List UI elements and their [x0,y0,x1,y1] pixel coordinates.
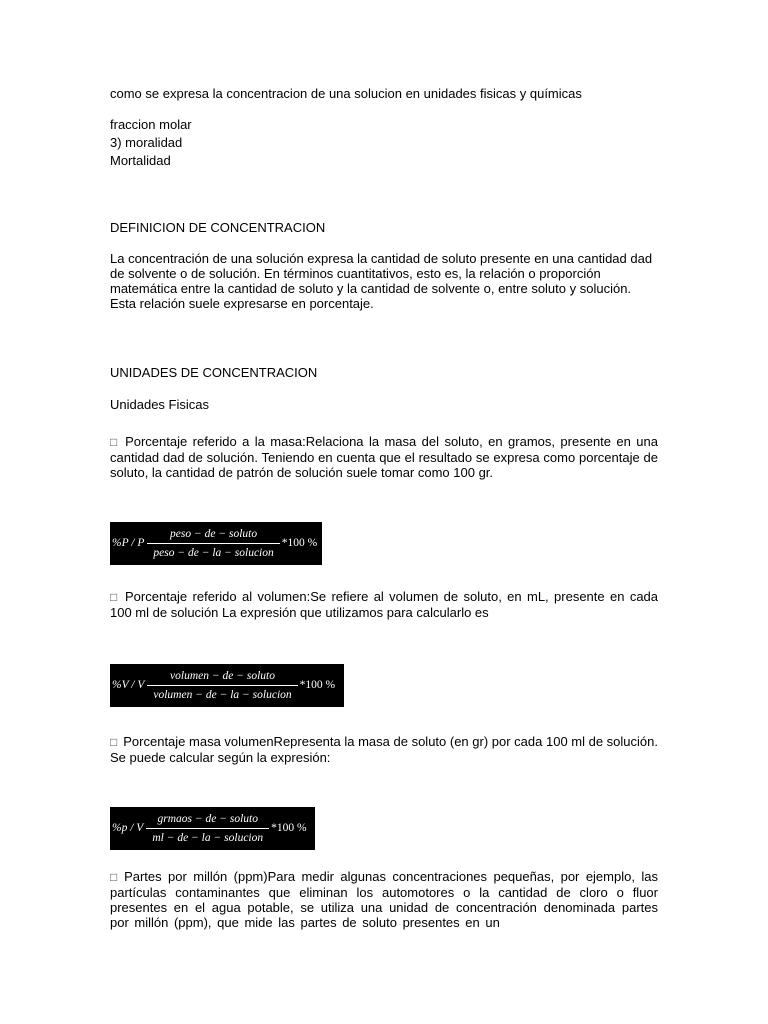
formula-denominator: volumen − de − la − solucion [147,685,297,703]
checkbox-bullet-icon: □ [110,735,118,749]
formula-lhs: %P / P [112,537,145,549]
formula-lhs: %V / V [112,679,145,691]
bullet-text: Porcentaje referido a la masa:Relaciona la masa del soluto, en gramos, presente en una cantidad dad de solución. Teniendo en cuenta que el resultado se expresa como porcentaje de soluto, la cantidad de patrón de solución suele tomar como 100 gr. [110,434,659,480]
formula-denominator: peso − de − la − solucion [147,543,279,561]
formula-numerator: grmaos − de − soluto [157,812,258,825]
formula-multiplier: *100 % [271,822,307,834]
units-heading: UNIDADES DE CONCENTRACION [110,365,318,380]
units-subheading: Unidades Fisicas [110,397,209,412]
bullet-item-ppm [110,869,658,930]
formula-lhs: %p / V [112,822,144,834]
answer-item: fraccion molar [110,117,192,132]
formula-multiplier: *100 % [299,679,336,691]
bullet-item-mass-volume [110,734,658,765]
formula-multiplier: *100 % [281,537,318,549]
formula-volume-percent [110,664,344,707]
question-text: como se expresa la concentracion de una solucion en unidades fisicas y químicas [110,86,582,101]
formula-mass-percent [110,522,322,565]
bullet-text: Partes por millón (ppm)Para medir algunas concentraciones pequeñas, por ejemplo, las partículas contaminantes que eliminan los automotores o la cantidad de cloro o fluor presentes en el agua potable, se utiliza una unidad de concentración denominada partes por millón (ppm), que mide las partes de soluto presentes en un [110,869,658,930]
definition-heading: DEFINICION DE CONCENTRACION [110,220,326,235]
formula-numerator: peso − de − soluto [170,527,258,540]
bullet-item-volume [110,589,658,620]
formula-mass-volume-percent [110,807,315,850]
bullet-item-mass [110,434,658,480]
bullet-text: Porcentaje referido al volumen:Se refiere al volumen de soluto, en mL, presente en cada 100 ml de solución La expresión que utilizamos para calcularlo es [110,589,659,620]
formula-denominator: ml − de − la − solucion [146,828,269,846]
answer-item: Mortalidad [110,153,171,168]
formula-fraction [147,669,297,703]
checkbox-bullet-icon: □ [110,590,120,604]
formula-numerator: volumen − de − soluto [170,669,275,682]
checkbox-bullet-icon: □ [110,870,119,884]
bullet-text: Porcentaje masa volumenRepresenta la masa de soluto (en gr) por cada 100 ml de solución. Se puede calcular según la expresión: [110,734,658,765]
formula-fraction [146,812,269,846]
checkbox-bullet-icon: □ [110,435,120,449]
definition-body: La concentración de una solución expresa la cantidad de soluto presente en una cantidad dad de solvente o de solución. En términos cuantitativos, esto es, la relación o proporción matemática entre la cantidad de soluto y la cantidad de solvente o, entre soluto y solución. Esta relación suele expresarse en porcentaje. [110,251,653,311]
answer-item: 3) moralidad [110,135,183,150]
formula-fraction [147,527,279,561]
